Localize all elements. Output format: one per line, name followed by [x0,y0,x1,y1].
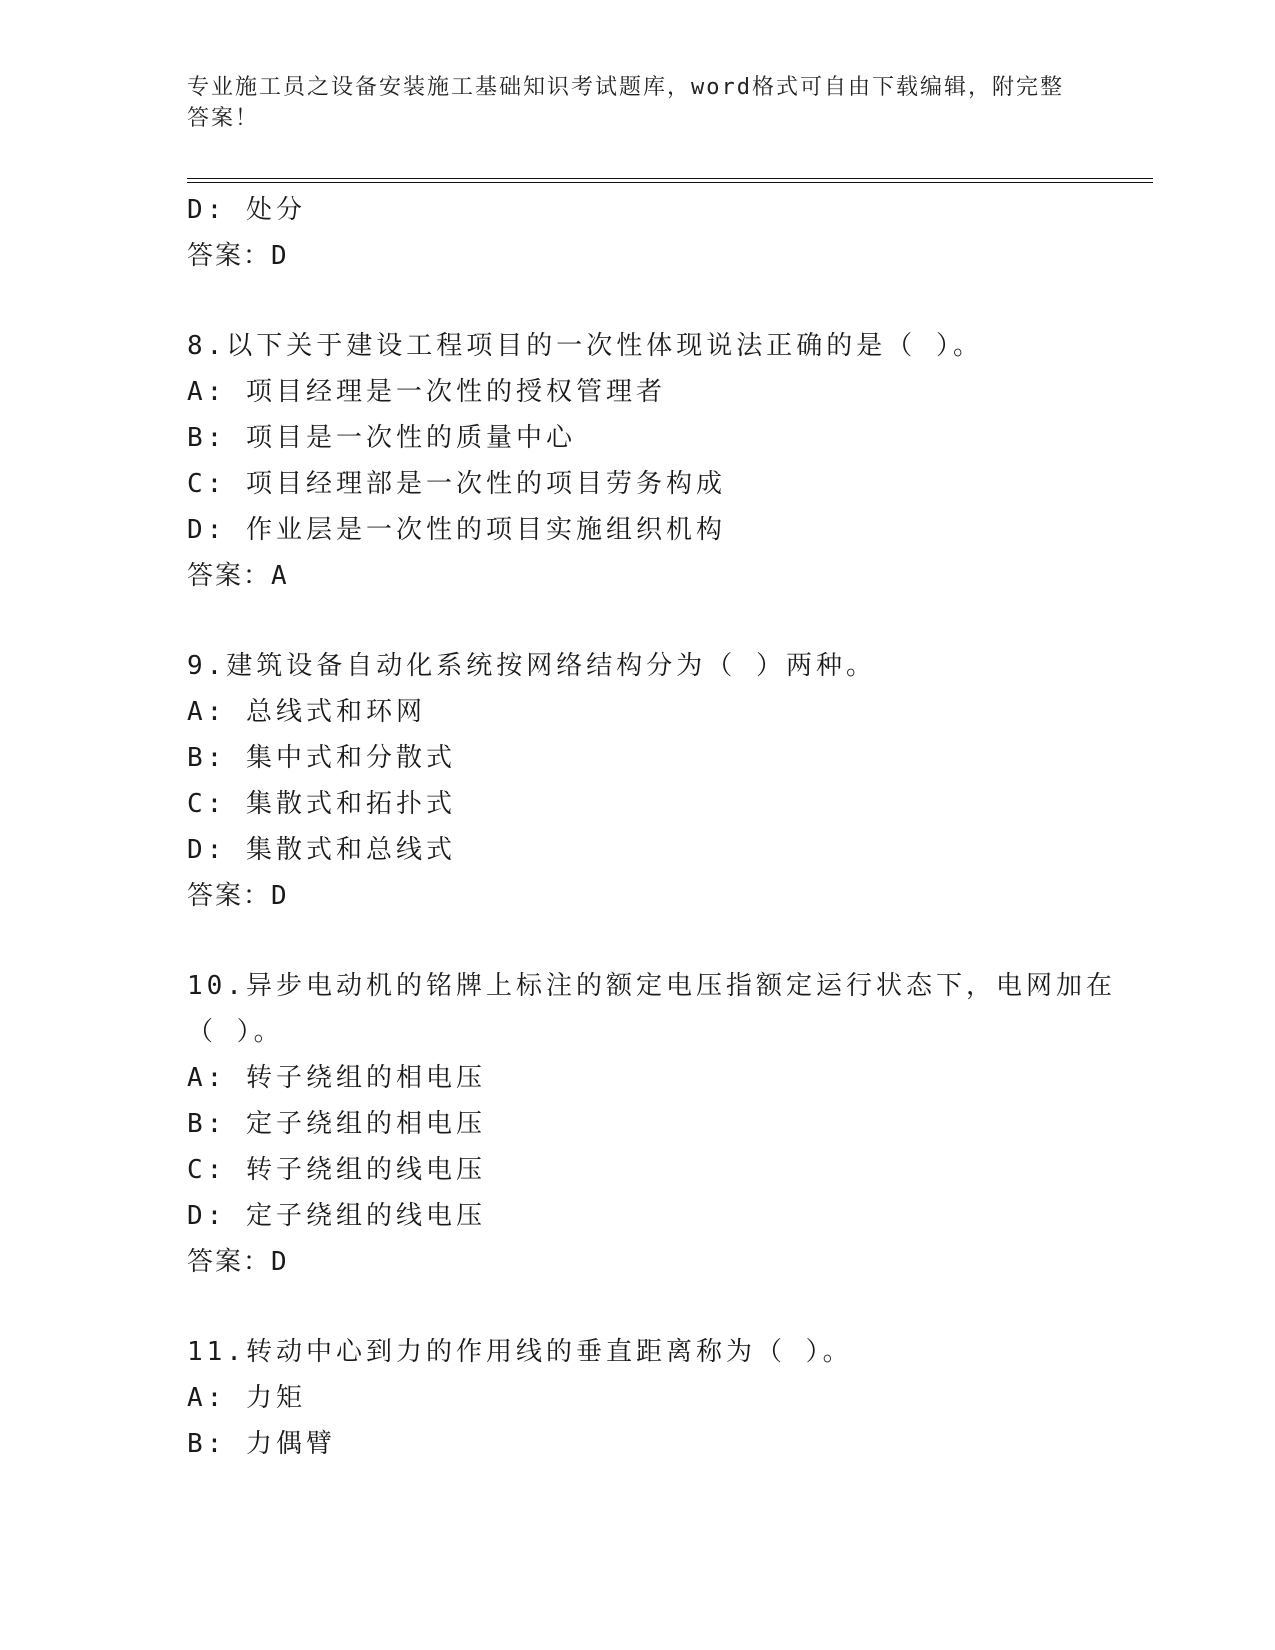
spacer [187,919,1107,963]
question-block-9 [187,643,1107,919]
spacer [187,599,1107,643]
option-d: D: 处分 [187,195,306,225]
answer: 答案：D [187,241,289,271]
option-d: D: 定子绕组的线电压 [187,1201,486,1231]
header-divider-bottom [187,182,1153,183]
question-list [187,187,1116,1467]
question-text: 11.转动中心到力的作用线的垂直距离称为（ ）。 [187,1337,853,1367]
question-text-line-1: 10.异步电动机的铭牌上标注的额定电压指额定运行状态下，电网加在 [187,971,1116,1001]
answer: 答案：A [187,561,289,591]
spacer [187,279,1107,323]
option-a: A: 项目经理是一次性的授权管理者 [187,377,666,407]
answer: 答案：D [187,1247,289,1277]
question-block-7 [187,187,1107,279]
option-b: B: 力偶臂 [187,1429,336,1459]
spacer [187,1285,1107,1329]
option-d: D: 集散式和总线式 [187,835,456,865]
question-text: 8.以下关于建设工程项目的一次性体现说法正确的是（ ）。 [187,331,983,361]
question-text: 9.建筑设备自动化系统按网络结构分为（ ）两种。 [187,651,876,681]
option-a: A: 力矩 [187,1383,306,1413]
question-block-8 [187,323,1107,599]
option-b: B: 集中式和分散式 [187,743,456,773]
option-a: A: 转子绕组的相电压 [187,1063,486,1093]
option-d: D: 作业层是一次性的项目实施组织机构 [187,515,726,545]
document-header [187,72,1067,134]
option-b: B: 项目是一次性的质量中心 [187,423,576,453]
option-c: C: 转子绕组的线电压 [187,1155,486,1185]
question-block-10 [187,963,1116,1285]
answer: 答案：D [187,881,289,911]
option-c: C: 集散式和拓扑式 [187,789,456,819]
question-text-line-2: （ ）。 [187,1017,284,1047]
header-text: 专业施工员之设备安装施工基础知识考试题库，word格式可自由下载编辑，附完整答案！ [187,75,1064,131]
option-c: C: 项目经理部是一次性的项目劳务构成 [187,469,726,499]
option-b: B: 定子绕组的相电压 [187,1109,486,1139]
header-divider-top [187,178,1153,179]
option-a: A: 总线式和环网 [187,697,426,727]
question-block-11 [187,1329,1107,1467]
